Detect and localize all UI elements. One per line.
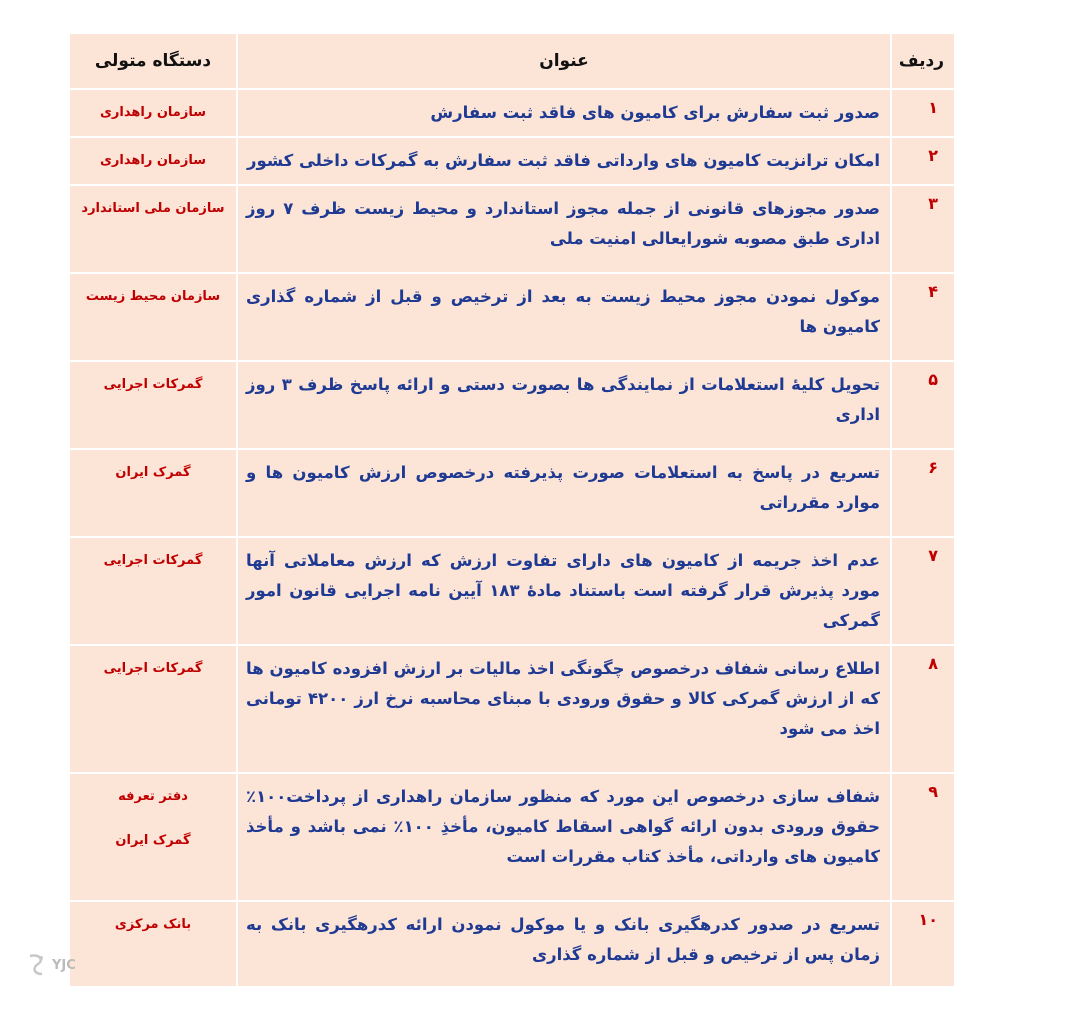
yjc-watermark: [26, 952, 76, 978]
row-number: ۱: [891, 89, 955, 137]
row-number: ۹: [891, 773, 955, 901]
commitments-table-container: [68, 32, 954, 988]
row-responsible-org: [69, 89, 237, 137]
row-title: صدور مجوزهای قانونی از جمله مجوز استاندارد و محیط زیست ظرف ۷ روز اداری طبق مصوبه شورایعالی امنیت ملی: [237, 185, 891, 273]
table-row: [69, 449, 955, 537]
row-title: تسریع در صدور کدرهگیری بانک و یا موکول نمودن ارائه کدرهگیری بانک به زمان پس از ترخیص و قبل از شماره گذاری: [237, 901, 891, 987]
table-row: [69, 89, 955, 137]
row-responsible-org: [69, 137, 237, 185]
yjc-logo-icon: [26, 952, 48, 978]
table-row: [69, 901, 955, 987]
row-responsible-org: [69, 537, 237, 645]
org-name: گمرکات اجرایی: [103, 553, 203, 568]
table-row: [69, 185, 955, 273]
row-title: شفاف سازی درخصوص این مورد که منظور سازمان راهداری از پرداخت۱۰۰٪ حقوق ورودی بدون ارائه گواهی اسقاط کامیون، مأخذِ ۱۰۰٪ نمی باشد و مأخذ کامیون های وارداتی، مأخذ کتاب مقررات است: [237, 773, 891, 901]
row-title: تحویل کلیهٔ استعلامات از نمایندگی ها بصورت دستی و ارائه پاسخ ظرف ۳ روز اداری: [237, 361, 891, 449]
row-title: عدم اخذ جریمه از کامیون های دارای تفاوت ارزش که ارزش معاملاتی آنها مورد پذیرش قرار گرفته است باستناد مادهٔ ۱۸۳ آیین نامه اجرایی قانون امور گمرکی: [237, 537, 891, 645]
table-body: [69, 89, 955, 987]
row-responsible-org: [69, 645, 237, 773]
row-responsible-org: [69, 449, 237, 537]
table-row: [69, 773, 955, 901]
header-title: عنوان: [237, 33, 891, 89]
row-title: امکان ترانزیت کامیون های وارداتی فاقد ثبت سفارش به گمرکات داخلی کشور: [237, 137, 891, 185]
row-number: ۵: [891, 361, 955, 449]
row-responsible-org: [69, 361, 237, 449]
row-responsible-org: [69, 185, 237, 273]
row-responsible-org: [69, 901, 237, 987]
org-name: سازمان محیط زیست: [85, 289, 221, 304]
table-row: [69, 137, 955, 185]
org-name: بانک مرکزی: [114, 917, 192, 932]
row-title: تسریع در پاسخ به استعلامات صورت پذیرفته درخصوص ارزش کامیون ها و موارد مقرراتی: [237, 449, 891, 537]
header-row-number: ردیف: [891, 33, 955, 89]
row-number: ۱۰: [891, 901, 955, 987]
commitments-table: [68, 32, 956, 988]
row-title: اطلاع رسانی شفاف درخصوص چگونگی اخذ مالیات بر ارزش افزوده کامیون ها که از ارزش گمرکی کالا و حقوق ورودی با مبنای محاسبه نرخ ارز ۴۲۰۰ تومانی اخذ می شود: [237, 645, 891, 773]
row-number: ۶: [891, 449, 955, 537]
org-name: گمرک ایران: [115, 833, 191, 848]
row-responsible-org: [69, 773, 237, 901]
org-name: گمرکات اجرایی: [103, 661, 203, 676]
row-number: ۷: [891, 537, 955, 645]
table-row: [69, 645, 955, 773]
row-number: ۲: [891, 137, 955, 185]
org-name: سازمان راهداری: [99, 105, 207, 120]
row-number: ۳: [891, 185, 955, 273]
watermark-text: YJC: [52, 957, 76, 973]
row-responsible-org: [69, 273, 237, 361]
row-title: صدور ثبت سفارش برای کامیون های فاقد ثبت سفارش: [237, 89, 891, 137]
org-name: سازمان راهداری: [99, 153, 207, 168]
org-name: دفتر تعرفه: [118, 789, 188, 804]
header-responsible-org: دستگاه متولی: [69, 33, 237, 89]
org-name: سازمان ملی استاندارد: [81, 201, 225, 216]
org-name: گمرکات اجرایی: [103, 377, 203, 392]
table-header-row: [69, 33, 955, 89]
org-name: گمرک ایران: [115, 465, 191, 480]
table-row: [69, 273, 955, 361]
row-title: موکول نمودن مجوز محیط زیست به بعد از ترخیص و قبل از شماره گذاری کامیون ها: [237, 273, 891, 361]
table-row: [69, 361, 955, 449]
row-number: ۸: [891, 645, 955, 773]
row-number: ۴: [891, 273, 955, 361]
table-row: [69, 537, 955, 645]
